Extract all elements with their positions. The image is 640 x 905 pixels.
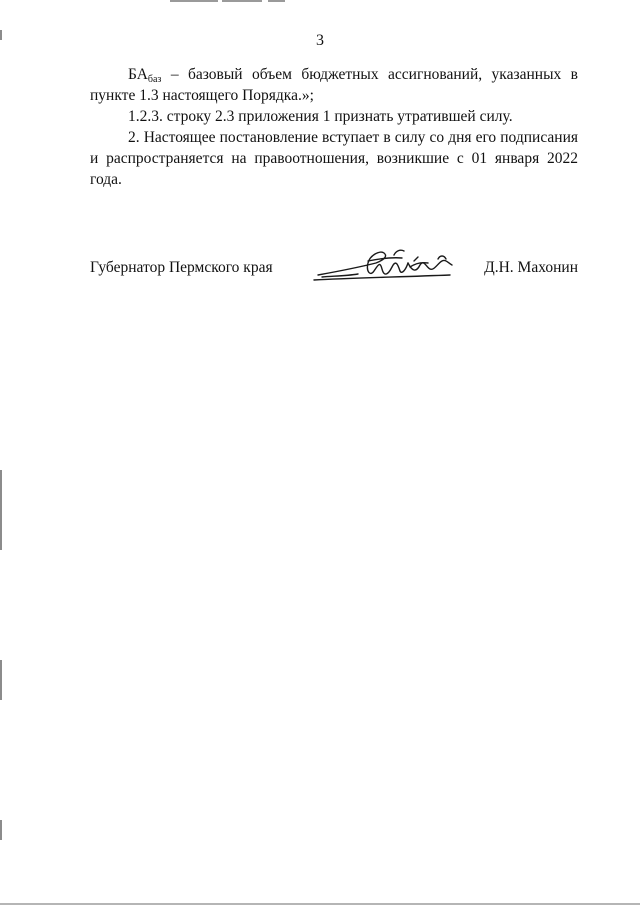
paragraph-clause-1-2-3: 1.2.3. строку 2.3 приложения 1 признать утратившей силу. [128, 108, 513, 125]
paragraph-entry-into-force: 2. Настоящее постановление вступает в силу со дня его подписания и распространяется на правоотношения, возникшие с 01 января 2022 года. [90, 129, 578, 188]
signatory-name: Д.Н. Махонин [484, 259, 578, 276]
scan-artifact-top [170, 0, 285, 3]
page-number: 3 [316, 32, 324, 49]
scan-artifact-left-edge [0, 0, 2, 905]
definition-term: БА [128, 66, 148, 83]
handwritten-signature [310, 247, 460, 287]
definition-text: – базовый объем бюджетных ассигнований, указанных в пункте 1.3 настоящего Порядка.»; [90, 66, 578, 104]
document-body [90, 64, 578, 190]
signatory-position: Губернатор Пермского края [90, 259, 273, 276]
paragraph-definition [90, 64, 578, 106]
definition-term-subscript: баз [147, 74, 162, 85]
signature-block [90, 255, 578, 295]
